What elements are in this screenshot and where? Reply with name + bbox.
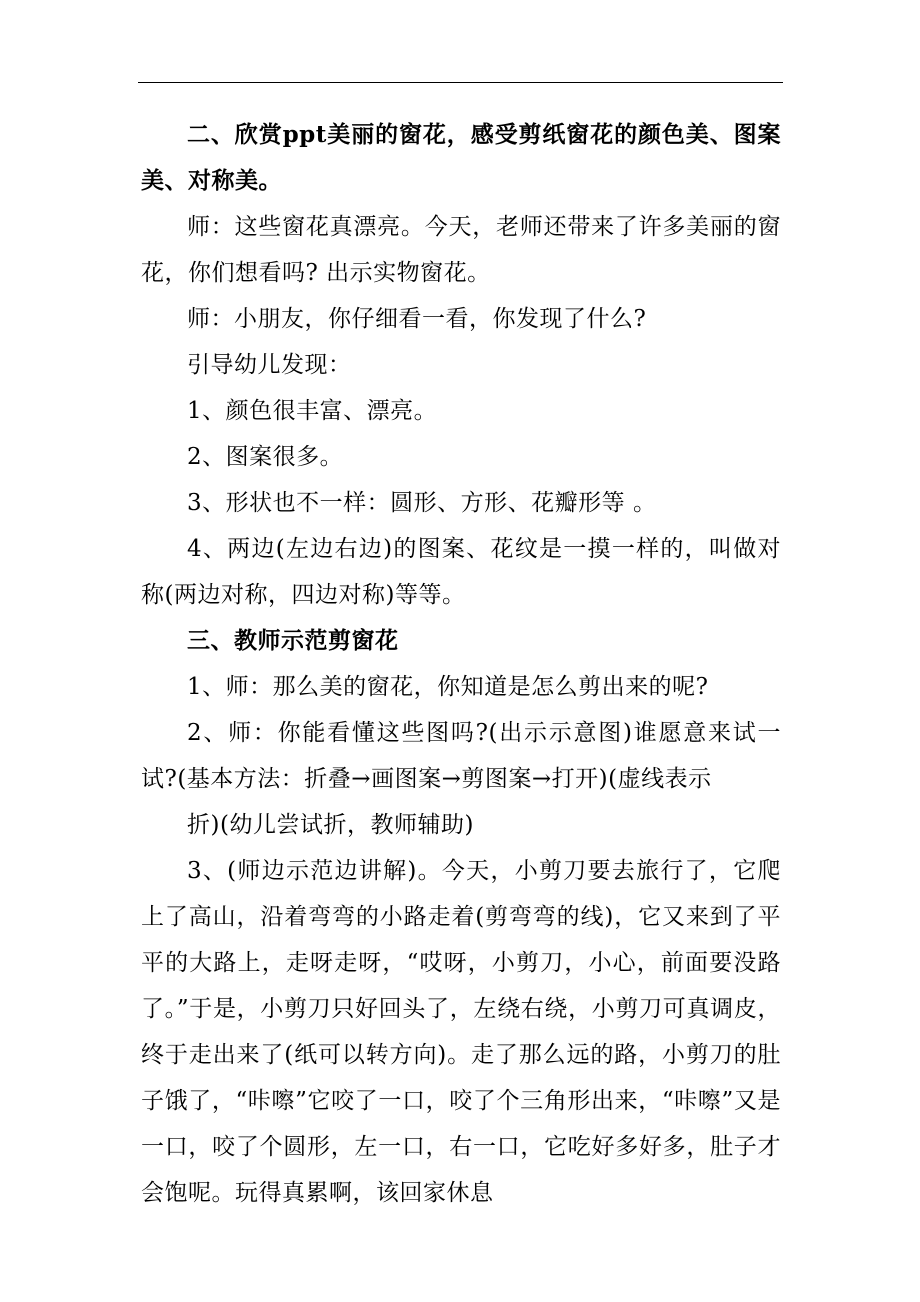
list-item: 4、两边(左边右边)的图案、花纹是一摸一样的，叫做对称(两边对称，四边对称)等等。	[141, 536, 781, 608]
paragraph: 师：这些窗花真漂亮。今天，老师还带来了许多美丽的窗花，你们想看吗? 出示实物窗花。	[141, 214, 781, 286]
document-body	[141, 112, 781, 1216]
list-item: 3、(师边示范边讲解)。今天，小剪刀要去旅行了，它爬上了高山，沿着弯弯的小路走着(剪弯弯的线)，它又来到了平平的大路上，走呀走呀，“哎呀，小剪刀，小心，前面要没路了。”于是，小剪刀只好回头了，左绕右绕，小剪刀可真调皮，终于走出来了(纸可以转方向)。走了那么远的路，小剪刀的肚子饿了，“咔嚓”它咬了一口，咬了个三角形出来，“咔嚓”又是一口，咬了个圆形，左一口，右一口，它吃好多好多，肚子才会饱呢。玩得真累啊，该回家休息	[141, 858, 781, 1206]
list-item: 2、图案很多。	[187, 444, 344, 470]
list-item: 1、颜色很丰富、漂亮。	[187, 398, 438, 424]
list-item: 1、师：那么美的窗花，你知道是怎么剪出来的呢?	[187, 674, 709, 700]
header-rule	[138, 82, 783, 83]
paragraph: 师：小朋友，你仔细看一看，你发现了什么?	[187, 306, 647, 332]
list-item: 3、形状也不一样：圆形、方形、花瓣形等 。	[187, 490, 657, 516]
section-heading-2: 二、欣赏ppt美丽的窗花，感受剪纸窗花的颜色美、图案美、对称美。	[141, 121, 781, 194]
list-item: 2、师：你能看懂这些图吗?(出示示意图)谁愿意来试一试?(基本方法：折叠→画图案→剪图案→打开)(虚线表示	[141, 720, 781, 792]
section-heading-3: 三、教师示范剪窗花	[187, 627, 399, 654]
paragraph: 引导幼儿发现：	[187, 352, 352, 378]
paragraph: 折)(幼儿尝试折，教师辅助)	[187, 812, 474, 838]
